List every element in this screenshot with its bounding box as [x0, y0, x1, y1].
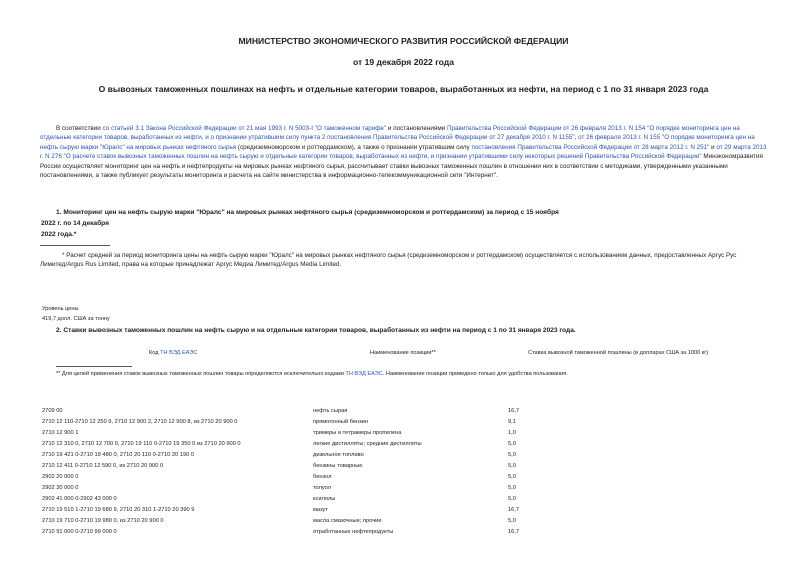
row-name: масла смазочные; прочие [313, 518, 382, 524]
row-code: 2710 12 411 0-2710 12 590 0, из 2710 20 900 0 [42, 463, 164, 469]
table-row [42, 474, 602, 484]
table-row [42, 408, 602, 418]
row-rate: 5,0 [508, 441, 516, 447]
document-date: от 19 декабря 2022 года [352, 57, 455, 67]
intro-text-5: и [709, 143, 717, 151]
tnved-footnote-link[interactable]: ТН ВЭД ЕАЭС [345, 371, 383, 377]
row-code: 2902 30 000 0 [42, 485, 79, 491]
header-code [149, 350, 197, 356]
row-name: отработанные нефтепродукты [313, 529, 394, 535]
row-rate: 16,7 [508, 507, 520, 513]
row-code: 2710 91 000 0-2710 99 000 0 [42, 529, 117, 535]
row-rate: 1,0 [508, 430, 516, 436]
table-row [42, 452, 602, 462]
row-name: бензол [313, 474, 332, 480]
row-code: 2710 19 510 1-2710 19 680 9, 2710 20 310 1-2710 20 390 9 [42, 507, 195, 513]
table-row [42, 441, 602, 451]
table-footnote-prefix: ** Для целей применения ставок вывозных таможенных пошлин товары определяются исключительно кодами [56, 371, 346, 377]
row-name: прямогонный бензин [313, 419, 368, 425]
row-code: 2710 12 110-2710 12 250 9, 2710 12 900 2, 2710 12 900 8, из 2710 20 900 0 [42, 419, 238, 425]
row-name: нефть сырая [313, 408, 348, 414]
ministry-heading: МИНИСТЕРСТВО ЭКОНОМИЧЕСКОГО РАЗВИТИЯ РОССИЙСКОЙ ФЕДЕРАЦИИ [238, 36, 569, 46]
intro-text-1: В соответствии [56, 125, 103, 132]
table-row [42, 485, 602, 495]
row-rate: 16,7 [508, 529, 520, 535]
table-row [42, 496, 602, 506]
header-name: Наименование позиции** [370, 350, 436, 356]
law-link-5003[interactable]: со статьей 3.1 Закона Российской Федерации от 21 мая 1993 г. N 5003-I "О таможенном тарифе" [102, 125, 387, 132]
table-row [42, 507, 602, 517]
decree-link-155[interactable]: от 26 февраля 2013 г. N 155 "О порядке мониторинга цен на нефть сырую марки "Юралс" на мировых рынках нефтяного сырья [40, 134, 755, 151]
row-code: 2709 00 [42, 408, 63, 414]
row-rate: 9,1 [508, 419, 516, 425]
table-footnote [56, 371, 568, 377]
row-name: мазут [313, 507, 329, 513]
footnote-argus: * Расчет средней за период мониторинга цены на нефть сырую марки "Юралс" на мировых рынках нефтяного сырья (средиземноморском и роттердамском) осуществляется с использованием данных, предоставленных Аргус Рус Лимитед/Argus Rus Limited, права на которые принадлежат Аргус Медиа Лимитед/Argus Media Limited. [40, 252, 737, 269]
row-rate: 16,7 [508, 408, 520, 414]
row-code: 2710 12 310 0, 2710 12 700 0, 2710 19 110 0-2710 19 350 0 из 2710 20 900 0 [42, 441, 241, 447]
row-rate: 5,0 [508, 474, 516, 480]
section2-title: 2. Ставки вывозных таможенных пошлин на нефть сырую и на отдельные категории товаров, выработанных из нефти на период с 1 по 31 января 2023 года. [56, 327, 576, 334]
section1-line1: 1. Мониторинг цен на нефть сырую марки "Юралс" на мировых рынках нефтяного сырья (средиземноморском и роттердамском) за период с 15 ноября [56, 209, 559, 216]
section1-line2: 2022 г. по 14 декабря [41, 220, 109, 227]
intro-text-3: , [574, 134, 579, 142]
row-rate: 5,0 [508, 496, 516, 502]
decree-link-154[interactable]: Правительства Российской Федерации от 26 февраля 2013 г. N 154 "О порядке мониторинга цен на отдельные категории товаров, выработанных из нефти, и о признании утратившим силу пункта 2 постановления Правительства Российской Федерации от 27 декабря 2010 г. N 1155" [40, 125, 740, 142]
table-row [42, 518, 602, 528]
intro-paragraph [40, 124, 768, 180]
table-row [42, 463, 602, 473]
price-level-value: 419,7 долл. США за тонну [42, 316, 110, 322]
row-rate: 5,0 [508, 518, 516, 524]
table-row [42, 419, 602, 429]
row-name: дизельное топливо [313, 452, 364, 458]
header-rate: Ставка вывозной таможенной пошлины (в долларах США за 1000 кг) [528, 350, 709, 356]
decree-link-276[interactable]: от 29 марта 2013 г. N 276 "О расчете ставок вывозных таможенных пошлин на нефть сырую и отдельные категории товаров, выработанных из нефти, и признании утратившими силу некоторых решений Правительства Российской Федерации" [40, 143, 767, 161]
row-name: легкие дистилляты; средние дистилляты [313, 441, 422, 447]
table-row [42, 430, 602, 440]
row-code: 2710 19 710 0-2710 19 980 0, из 2710 20 900 0 [42, 518, 164, 524]
row-code: 2710 19 421 0-2710 19 480 0, 2710 20 110 0-2710 20 190 0 [42, 452, 195, 458]
table-row [42, 529, 602, 539]
row-rate: 5,0 [508, 463, 516, 469]
table-footnote-divider [56, 366, 132, 367]
row-rate: 5,0 [508, 452, 516, 458]
row-name: бензины товарные [313, 463, 363, 469]
row-name: толуол [313, 485, 332, 491]
intro-text-6: Минэкономразвития России осуществляет мониторинг цен на нефть и нефтепродукты на мировых рынках нефтяного сырья, рассчитывает ставки вывозных таможенных пошлин в отношении них в соответствии с методиками, утвержденными указанными постановлениями, а также публикует результаты мониторинга и расчета на сайте министерства в информационно-телекоммуникационной сети "Интернет". [40, 153, 763, 180]
tnved-link[interactable]: ТН ВЭД ЕАЭС [160, 350, 198, 356]
row-code: 2902 41 000 0-2902 43 000 0 [42, 496, 117, 502]
document-title: О вывозных таможенных пошлинах на нефть и отдельные категории товаров, выработанных из нефти, на период с 1 по 31 января 2023 года [98, 84, 709, 94]
intro-text-2: и постановлениями [386, 125, 447, 132]
price-level-label: Уровень цены [42, 306, 79, 312]
table-footnote-suffix: . Наименование позиции приведено только для удобства пользования. [382, 371, 568, 377]
row-rate: 5,0 [508, 485, 516, 491]
intro-text-4: (средиземноморском и роттердамском), а также о признании утратившим силу [236, 143, 472, 151]
row-code: 2710 12 900 1 [42, 430, 79, 436]
row-code: 2902 20 000 0 [42, 474, 79, 480]
section1-line3: 2022 года.* [41, 231, 77, 238]
row-name: тримеры и тетрамеры пропилена [313, 430, 402, 436]
header-code-prefix: Код [149, 350, 161, 356]
decree-link-251[interactable]: постановления Правительства Российской Федерации от 28 марта 2012 г. N 251" [471, 143, 710, 151]
footnote-divider [40, 245, 110, 246]
row-name: ксилолы [313, 496, 336, 502]
